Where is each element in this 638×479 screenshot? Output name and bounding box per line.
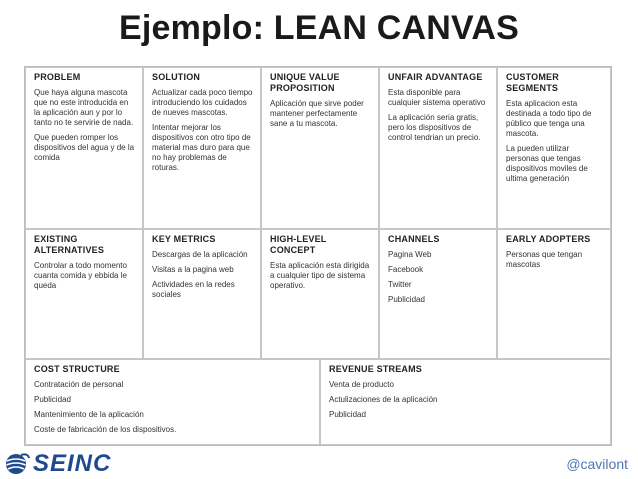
cell-cost-structure	[25, 359, 320, 445]
seinc-logo	[4, 452, 111, 476]
cell-problem	[25, 67, 143, 229]
cell-text: Esta aplicacion esta destinada a todo tipo de público que tenga una mascota.	[506, 99, 592, 138]
cell-text: Que pueden romper los dispositivos del agua y de la comida	[34, 133, 135, 162]
cell-text: Actividades en la redes sociales	[152, 280, 235, 299]
cell-channels	[379, 229, 497, 359]
cell-existing-alternatives	[25, 229, 143, 359]
cell-text: Controlar a todo momento cuanta comida y ebbida le queda	[34, 261, 127, 290]
cell-heading: PROBLEM	[34, 72, 81, 82]
cell-key-metrics	[143, 229, 261, 359]
author-handle: @cavilont	[566, 456, 628, 472]
logo-text: SEINC	[33, 450, 112, 477]
cell-heading: EARLY ADOPTERS	[506, 234, 591, 244]
cell-text: Contratación de personal	[34, 380, 124, 389]
cell-text: Coste de fabricación de los dispositivos.	[34, 425, 177, 434]
cell-text: Esta disponible para cualquier sistema operativo	[388, 88, 486, 107]
cell-heading: UNFAIR ADVANTAGE	[388, 72, 483, 82]
cell-text: Que haya alguna mascota que no este introducida en la aplicación aun y por lo tanto no te servirie de nada.	[34, 88, 134, 127]
cell-heading: EXISTING ALTERNATIVES	[34, 234, 105, 255]
cell-text: Actulizaciones de la aplicación	[329, 395, 438, 404]
cell-high-level-concept	[261, 229, 379, 359]
cell-text: Pagina Web	[388, 250, 432, 259]
cell-text: Publicidad	[329, 410, 366, 419]
cell-text: La pueden utilizar personas que tengas dispositivos moviles de ultima generación	[506, 144, 588, 183]
cell-solution	[143, 67, 261, 229]
cell-text: Mantenimiento de la aplicación	[34, 410, 144, 419]
cell-text: Publicidad	[388, 295, 425, 304]
cell-text: Intentar mejorar los dispositivos con otro tipo de material mas duro para que no hay problemas de roturas.	[152, 123, 251, 172]
cell-text: Descargas de la aplicación	[152, 250, 248, 259]
cell-text: Venta de producto	[329, 380, 394, 389]
cell-text: Personas que tengan mascotas	[506, 250, 583, 269]
cell-heading: COST STRUCTURE	[34, 364, 120, 374]
cell-unique-value-proposition	[261, 67, 379, 229]
cell-heading: UNIQUE VALUE PROPOSITION	[270, 72, 340, 93]
cell-text: Facebook	[388, 265, 424, 274]
cell-heading: CHANNELS	[388, 234, 440, 244]
cell-text: Aplicación que sirve poder mantener perfectamente sane a tu mascota.	[270, 99, 364, 128]
page-title: Ejemplo: LEAN CANVAS	[118, 9, 520, 47]
cell-heading: REVENUE STREAMS	[329, 364, 423, 374]
cell-text: La aplicación seria gratis, pero los dispositivos de control tendrian un precio.	[388, 113, 481, 142]
cell-early-adopters	[497, 229, 611, 359]
cell-heading: HIGH-LEVEL CONCEPT	[270, 234, 327, 255]
cell-heading: KEY METRICS	[152, 234, 216, 244]
cell-text: Publicidad	[34, 395, 71, 404]
cell-revenue-streams	[320, 359, 611, 445]
cell-text: Twitter	[388, 280, 412, 289]
cell-customer-segments	[497, 67, 611, 229]
cell-text: Esta aplicación esta dirigida a cualquier tipo de sistema operativo.	[270, 261, 370, 290]
cell-heading: SOLUTION	[152, 72, 201, 82]
cell-heading: CUSTOMER SEGMENTS	[506, 72, 559, 93]
lean-canvas	[24, 66, 612, 446]
cell-text: Actualizar cada poco tiempo introduciendo los cuidados de nueves mascotas.	[152, 88, 253, 117]
cell-text: Visitas a la pagina web	[152, 265, 234, 274]
globe-icon	[4, 452, 30, 476]
cell-unfair-advantage	[379, 67, 497, 229]
